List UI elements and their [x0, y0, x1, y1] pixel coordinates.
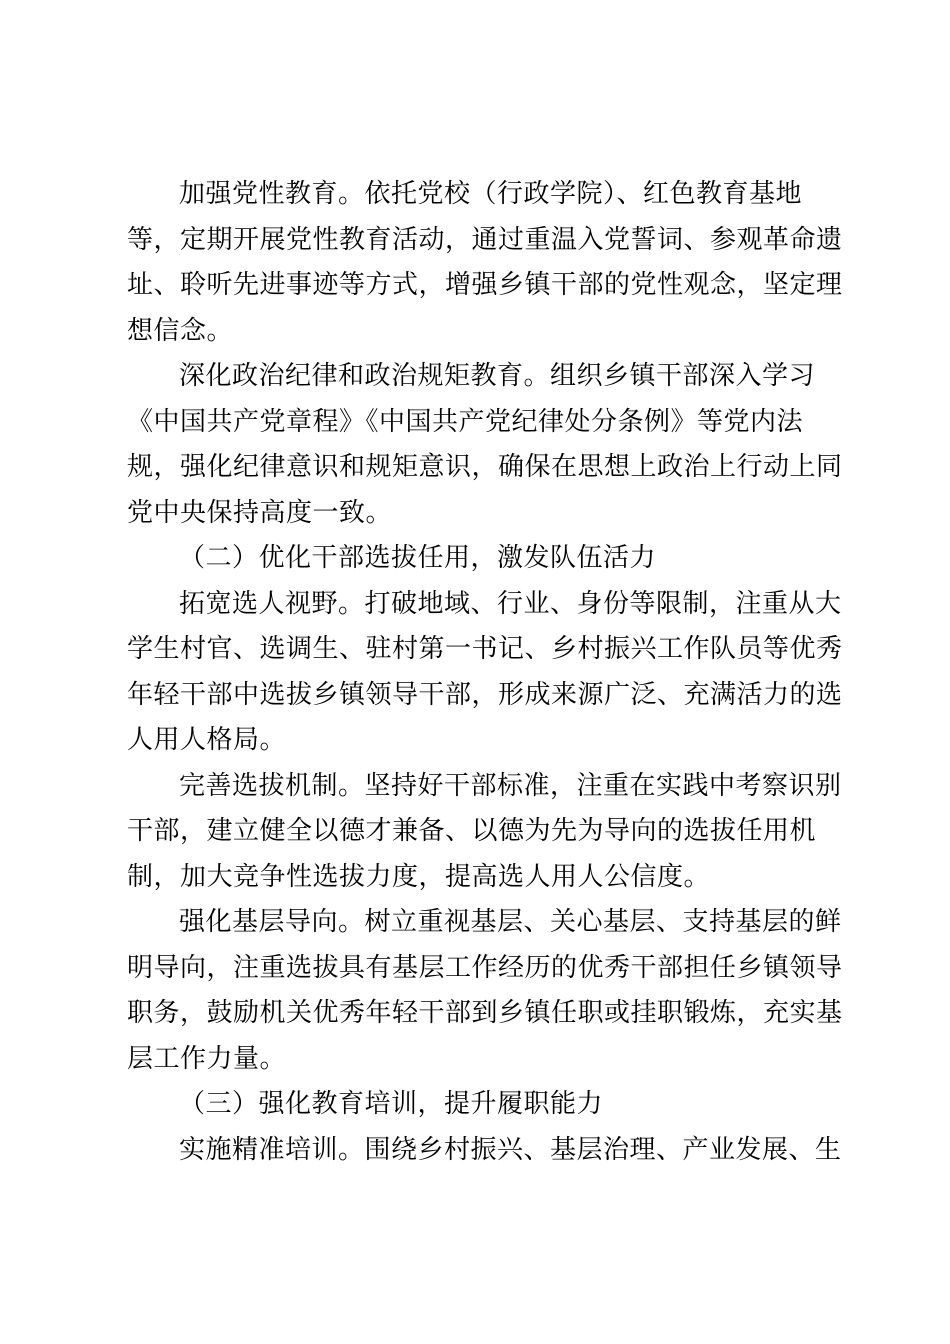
paragraph-broaden-selection [127, 582, 843, 764]
document-body [127, 172, 843, 1173]
heading-line: （二）优化干部选拔任用，激发队伍活力 [179, 543, 657, 573]
text-line: 址、聆听先进事迹等方式，增强乡镇干部的党性观念，坚定理 [127, 270, 843, 300]
text-line: 年轻干部中选拔乡镇领导干部，形成来源广泛、充满活力的选 [127, 679, 843, 710]
text-line: 学生村官、选调生、驻村第一书记、乡村振兴工作队员等优秀 [127, 634, 843, 664]
text-line: 加强党性教育。依托党校（行政学院）、红色教育基地 [179, 179, 803, 209]
text-line: 明导向，注重选拔具有基层工作经历的优秀干部担任乡镇领导 [127, 952, 843, 983]
text-line: 干部，建立健全以德才兼备、以德为先为导向的选拔任用机 [127, 816, 817, 846]
text-line: 完善选拔机制。坚持好干部标准，注重在实践中考察识别 [179, 770, 842, 801]
text-line: 职务，鼓励机关优秀年轻干部到乡镇任职或挂职锻炼，充实基 [127, 998, 843, 1028]
heading-line: （三）强化教育培训，提升履职能力 [179, 1089, 604, 1119]
section-heading-2 [127, 536, 833, 582]
text-line: 拓宽选人视野。打破地域、行业、身份等限制，注重从大 [179, 588, 842, 619]
text-line: 实施精准培训。围绕乡村振兴、基层治理、产业发展、生 [179, 1134, 842, 1165]
paragraph-party-spirit [127, 172, 843, 354]
text-line: 规，强化纪律意识和规矩意识，确保在思想上政治上行动上同 [127, 452, 843, 482]
paragraph-precise-training [127, 1128, 842, 1174]
text-line: 想信念。 [127, 315, 234, 346]
paragraph-discipline [127, 354, 843, 536]
text-line: 党中央保持高度一致。 [127, 497, 393, 528]
text-line: 层工作力量。 [127, 1043, 287, 1074]
text-line: 等，定期开展党性教育活动，通过重温入党誓词、参观革命遗 [127, 224, 843, 255]
paragraph-grassroots-orientation [127, 900, 843, 1082]
text-line: 强化基层导向。树立重视基层、关心基层、支持基层的鲜 [179, 907, 842, 937]
text-line: 深化政治纪律和政治规矩教育。组织乡镇干部深入学习 [179, 361, 816, 391]
paragraph-selection-mechanism [127, 764, 842, 901]
text-line: 人用人格局。 [127, 725, 287, 755]
text-line: 《中国共产党章程》《中国共产党纪律处分条例》等党内法 [127, 406, 804, 437]
text-line: 制，加大竞争性选拔力度，提高选人用人公信度。 [127, 861, 711, 892]
section-heading-3 [127, 1082, 833, 1128]
